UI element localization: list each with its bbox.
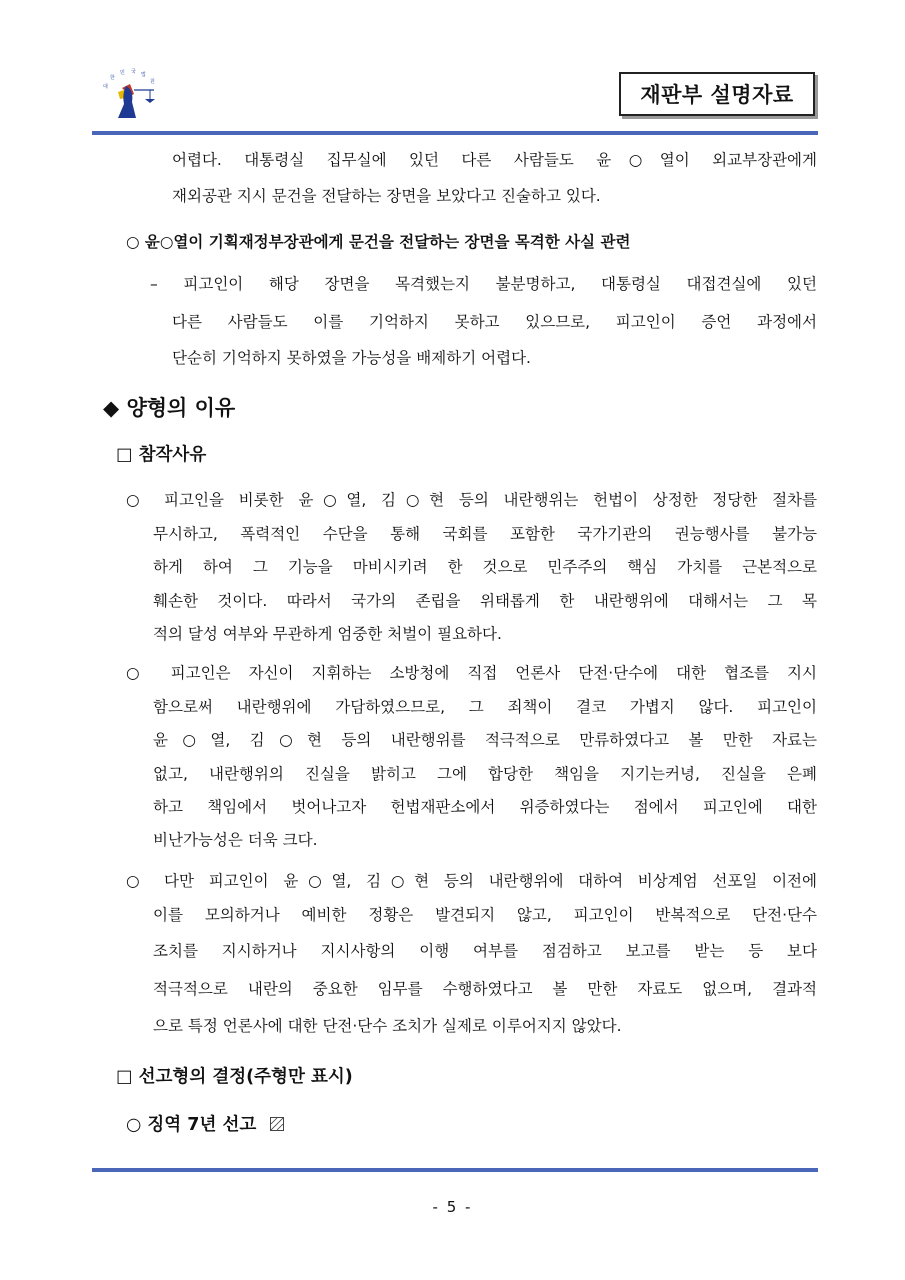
- paragraph-line: ○ 피고인은 자신이 지휘하는 소방청에 직접 언론사 단전·단수에 대한 협조를 지시: [126, 664, 817, 682]
- paragraph-line: 함으로써 내란행위에 가담하였으므로, 그 죄책이 결코 가볍지 않다. 피고인이: [153, 698, 817, 716]
- hatch-box-icon: [270, 1117, 284, 1131]
- subsection-heading: □ 선고형의 결정(주형만 표시): [116, 1067, 353, 1087]
- paragraph-line: 훼손한 것이다. 따라서 국가의 존립을 위태롭게 한 내란행위에 대해서는 그 목: [153, 592, 817, 610]
- paragraph-line: – 피고인이 해당 장면을 목격했는지 불분명하고, 대통령실 대접견실에 있던: [150, 275, 817, 293]
- paragraph-line: 어렵다. 대통령실 집무실에 있던 다른 사람들도 윤○열이 외교부장관에게: [172, 151, 817, 169]
- svg-text:대: 대: [103, 84, 108, 90]
- paragraph-line: 으로 특정 언론사에 대한 단전·단수 조치가 실제로 이루어지지 않았다.: [153, 1017, 622, 1035]
- bullet-heading: ○ 윤○열이 기획재정부장관에게 문건을 전달하는 장면을 목격한 사실 관련: [126, 233, 631, 251]
- svg-text:국: 국: [131, 69, 136, 75]
- paragraph-line: ○ 다만 피고인이 윤○열, 김○현 등의 내란행위에 대하여 비상계엄 선포일 이전에: [126, 872, 817, 890]
- section-heading: ◆ 양형의 이유: [103, 396, 236, 420]
- subsection-heading: □ 참작사유: [116, 445, 207, 465]
- paragraph-line: 없고, 내란행위의 진실을 밝히고 그에 합당한 책임을 지기는커녕, 진실을 은폐: [153, 765, 817, 783]
- paragraph-line: 조치를 지시하거나 지시사항의 이행 여부를 점검하고 보고를 받는 등 보다: [153, 942, 817, 960]
- paragraph-line: 하고 책임에서 벗어나고자 헌법재판소에서 위증하였다는 점에서 피고인에 대한: [153, 798, 817, 816]
- header-divider: [92, 131, 818, 135]
- paragraph-line: 비난가능성은 더욱 크다.: [153, 831, 318, 849]
- paragraph-line: 다른 사람들도 이를 기억하지 못하고 있으므로, 피고인이 증언 과정에서: [172, 313, 817, 331]
- paragraph-line: ○ 피고인을 비롯한 윤○열, 김○현 등의 내란행위는 헌법이 상정한 정당한 절차를: [126, 491, 817, 509]
- paragraph-line: 윤○열, 김○현 등의 내란행위를 적극적으로 만류하였다고 볼 만한 자료는: [153, 731, 817, 749]
- svg-text:민: 민: [120, 70, 125, 76]
- svg-text:법: 법: [141, 72, 146, 78]
- footer-divider: [92, 1168, 818, 1172]
- svg-text:한: 한: [110, 75, 115, 81]
- document-title-box: 재판부 설명자료: [619, 72, 815, 116]
- paragraph-line: 하게 하여 그 기능을 마비시키려 한 것으로 민주주의 핵심 가치를 근본적으로: [153, 558, 817, 576]
- paragraph-line: 재외공관 지시 문건을 전달하는 장면을 보았다고 진술하고 있다.: [172, 187, 601, 205]
- paragraph-line: 적극적으로 내란의 중요한 임무를 수행하였다고 볼 만한 자료도 없으며, 결과적: [153, 980, 817, 998]
- verdict-line: [126, 1111, 284, 1136]
- paragraph-line: 단순히 기억하지 못하였을 가능성을 배제하기 어렵다.: [172, 349, 531, 367]
- paragraph-line: 이를 모의하거나 예비한 정황은 발견되지 않고, 피고인이 반복적으로 단전·단수: [153, 906, 817, 924]
- paragraph-line: 적의 달성 여부와 무관하게 엄중한 처벌이 필요하다.: [153, 625, 502, 643]
- paragraph-line: 무시하고, 폭력적인 수단을 통해 국회를 포함한 국가기관의 권능행사를 불가능: [153, 525, 817, 543]
- court-emblem-logo: [100, 66, 164, 124]
- page-number: - 5 -: [432, 1198, 473, 1216]
- svg-text:원: 원: [150, 79, 155, 85]
- verdict-text: ○ 징역 7년 선고: [126, 1115, 257, 1135]
